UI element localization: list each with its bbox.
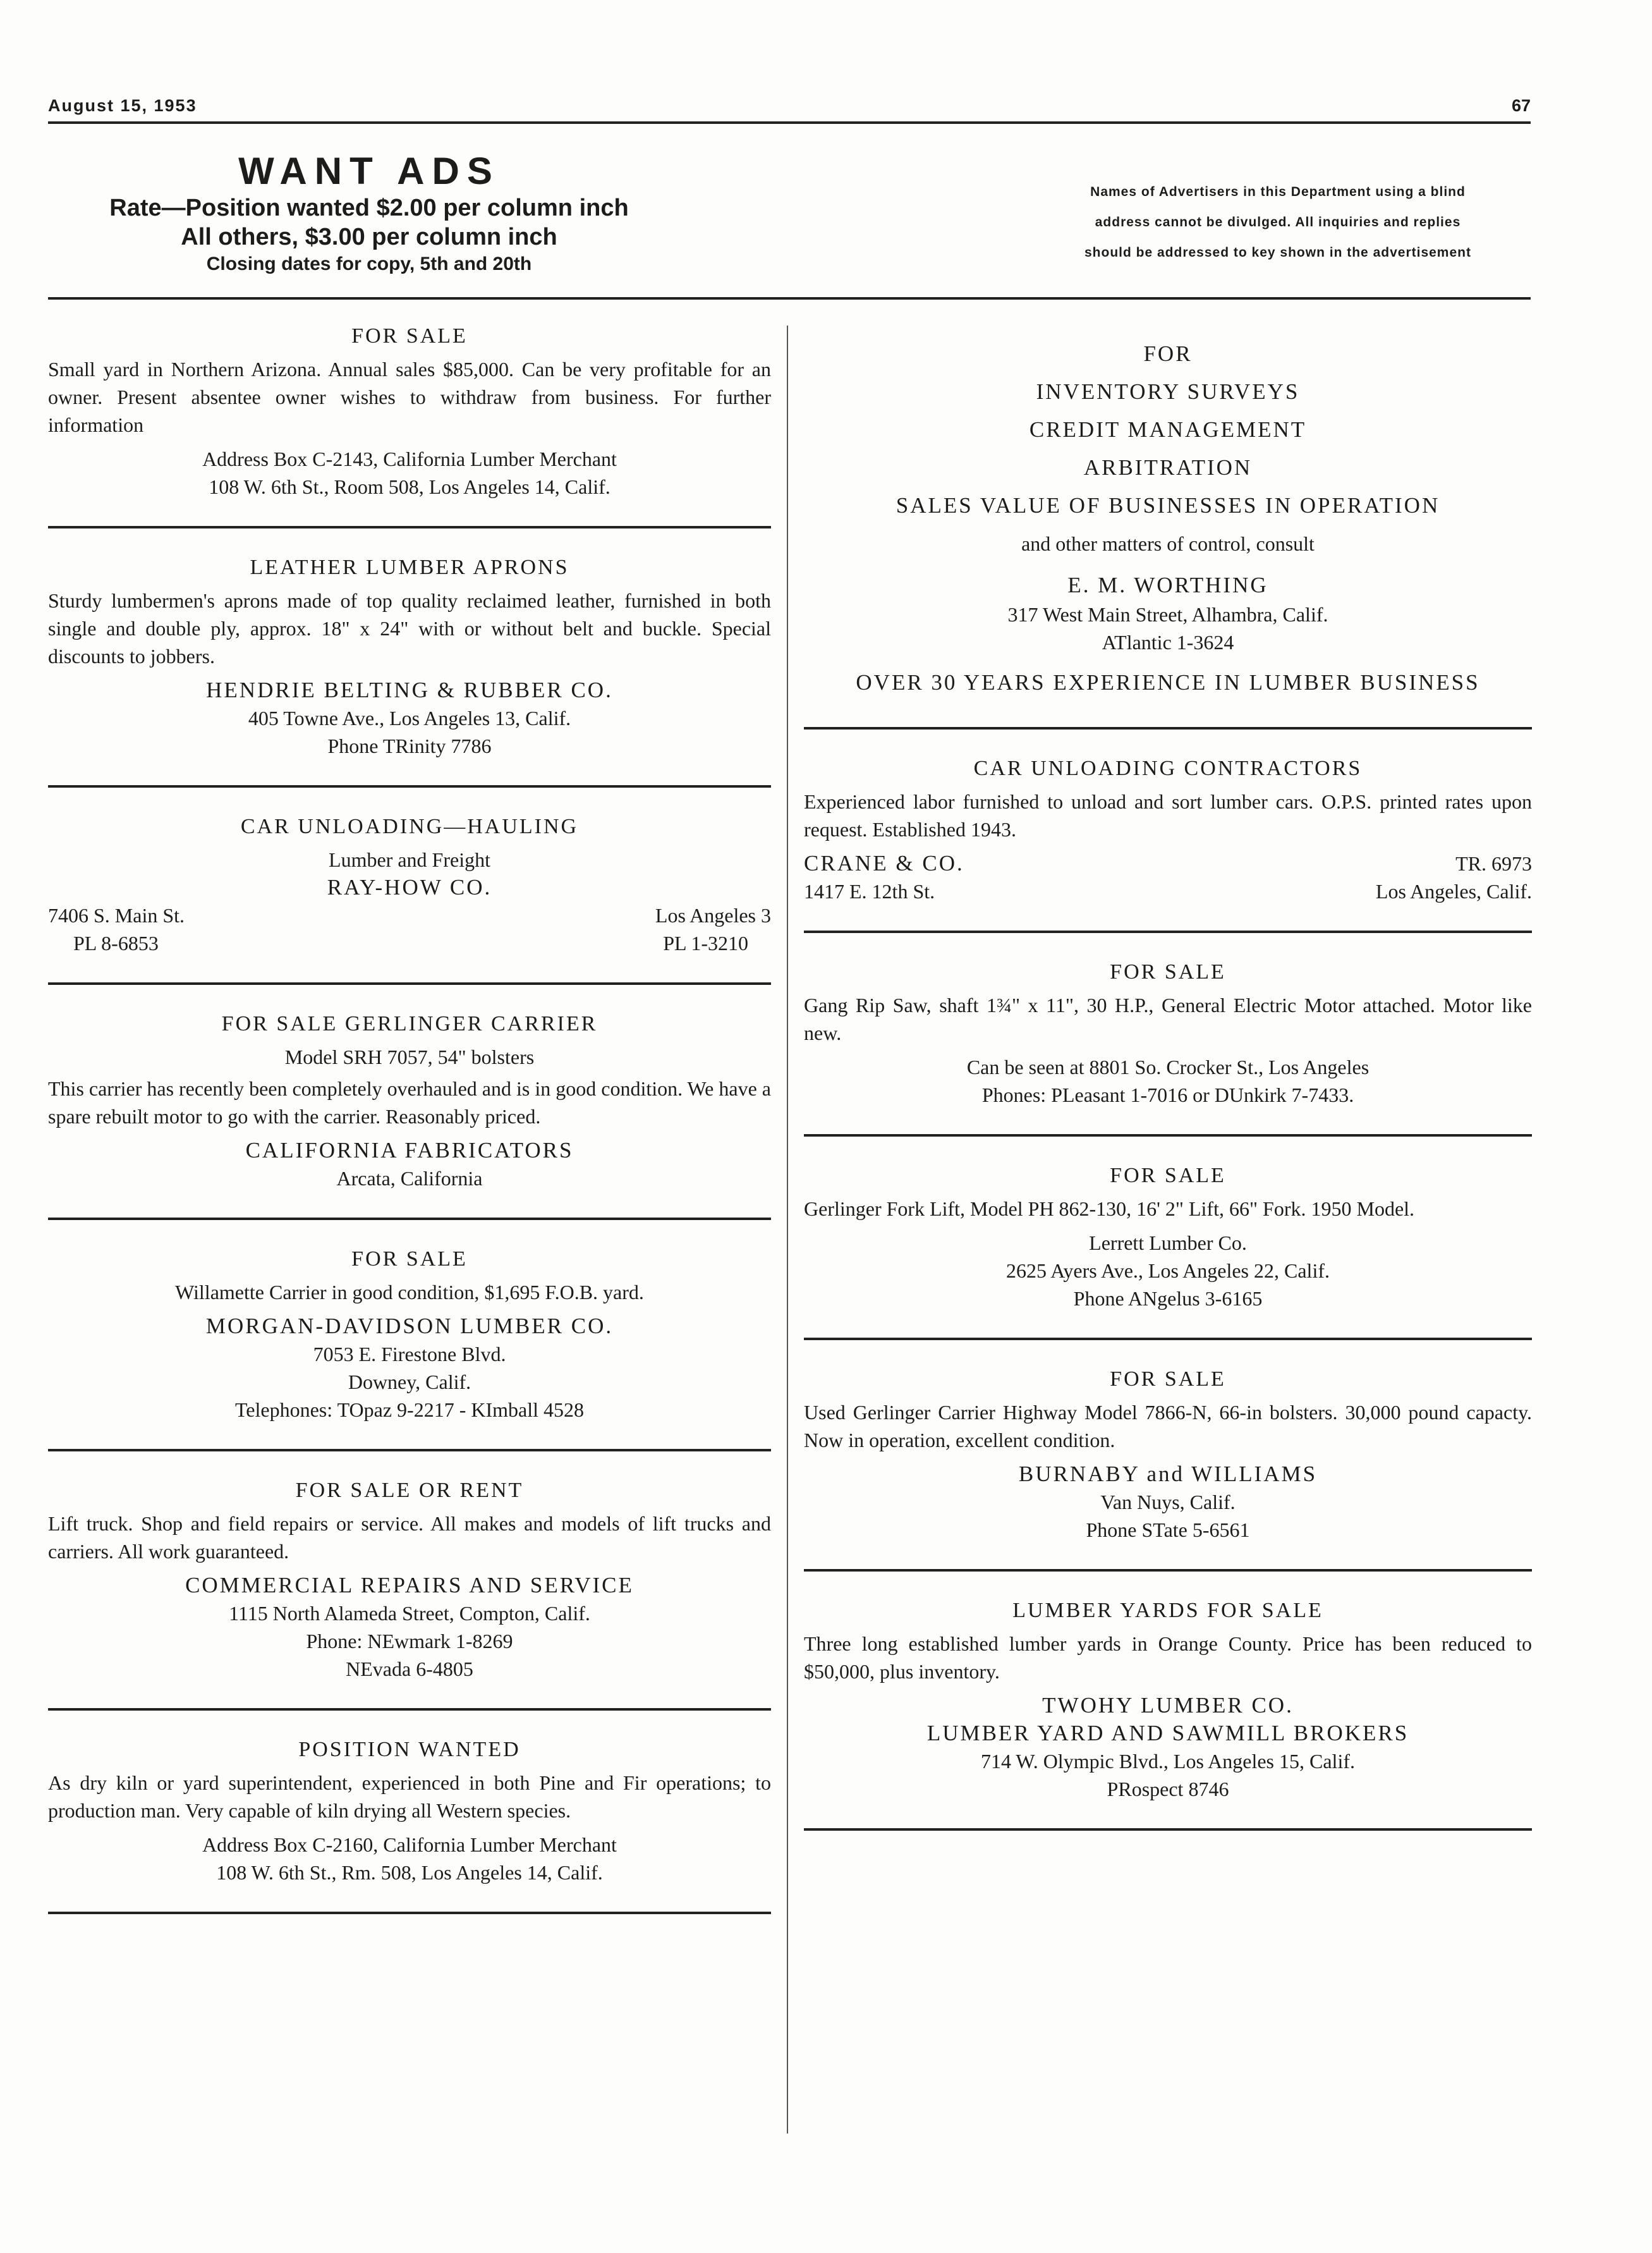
ad-address: Downey, Calif. bbox=[348, 1371, 471, 1393]
ad-subheading: Lumber and Freight bbox=[329, 848, 490, 871]
ad-heading: FOR SALE bbox=[1110, 1164, 1226, 1187]
left-column bbox=[48, 322, 771, 1939]
ad-service: CREDIT MANAGEMENT bbox=[1029, 417, 1307, 442]
ad-address: Van Nuys, Calif. bbox=[1100, 1491, 1236, 1513]
ad-service: INVENTORY SURVEYS bbox=[1036, 379, 1300, 404]
ad-rule bbox=[804, 727, 1532, 730]
ad-rule bbox=[48, 982, 771, 985]
ad-rule bbox=[48, 526, 771, 528]
ad-body: As dry kiln or yard superintendent, experienced in both Pine and Fir operations; to production man. Very capable of kiln drying all Western species. bbox=[48, 1771, 771, 1822]
ad-phone: NEvada 6-4805 bbox=[346, 1658, 473, 1680]
ad-address: 1417 E. 12th St. bbox=[804, 880, 935, 903]
ad-contact-row bbox=[804, 850, 1532, 877]
ad-fork-lift bbox=[804, 1162, 1532, 1312]
ad-subheading: Model SRH 7057, 54" bolsters bbox=[284, 1046, 535, 1068]
ad-address: Can be seen at 8801 So. Crocker St., Los Angeles bbox=[966, 1056, 1370, 1078]
ad-phone: TR. 6973 bbox=[1455, 852, 1532, 875]
ad-heading: FOR SALE bbox=[1110, 960, 1226, 984]
ad-firm: BURNABY and WILLIAMS bbox=[1018, 1462, 1318, 1486]
ad-heading: CAR UNLOADING CONTRACTORS bbox=[973, 757, 1363, 780]
column-divider bbox=[787, 326, 788, 2134]
rate-block bbox=[48, 149, 690, 277]
ad-body: Willamette Carrier in good condition, $1,695 F.O.B. yard. bbox=[175, 1281, 644, 1304]
ad-worthing-services bbox=[804, 335, 1532, 702]
ad-address: 317 West Main Street, Alhambra, Calif. bbox=[1007, 603, 1328, 626]
blind-address-notice bbox=[1025, 177, 1531, 268]
rate-others: All others, $3.00 per column inch bbox=[181, 224, 557, 250]
ad-service: ARBITRATION bbox=[1083, 455, 1253, 480]
ad-phone: Phone STate 5-6561 bbox=[1086, 1518, 1250, 1541]
ad-address: 7406 S. Main St. bbox=[48, 904, 185, 927]
ad-firm: Lerrett Lumber Co. bbox=[1089, 1231, 1247, 1254]
page-number: 67 bbox=[1511, 96, 1531, 115]
running-header bbox=[48, 94, 1531, 124]
rate-position: Rate—Position wanted $2.00 per column inch bbox=[109, 195, 629, 221]
ad-heading: FOR SALE bbox=[351, 324, 468, 348]
ad-phone: Phone TRinity 7786 bbox=[327, 735, 492, 757]
ad-heading: FOR SALE bbox=[351, 1247, 468, 1271]
ad-address: 108 W. 6th St., Room 508, Los Angeles 14, Calif. bbox=[209, 475, 610, 498]
ad-phone: PRospect 8746 bbox=[1107, 1778, 1229, 1800]
ad-body: Used Gerlinger Carrier Highway Model 7866-N, 66-in bolsters. 30,000 pound capacty. Now in operation, excellent condition. bbox=[804, 1401, 1532, 1451]
notice-line: address cannot be divulged. All inquiries and replies bbox=[1095, 215, 1461, 229]
ad-rule bbox=[804, 1569, 1532, 1572]
ad-address: 2625 Ayers Ave., Los Angeles 22, Calif. bbox=[1006, 1259, 1330, 1282]
ad-heading: LUMBER YARDS FOR SALE bbox=[1012, 1599, 1323, 1622]
ad-firm: MORGAN-DAVIDSON LUMBER CO. bbox=[205, 1314, 614, 1338]
ad-address: 1115 North Alameda Street, Compton, Calif. bbox=[229, 1602, 590, 1625]
ad-gang-rip-saw bbox=[804, 958, 1532, 1109]
ad-tagline: OVER 30 YEARS EXPERIENCE IN LUMBER BUSINESS bbox=[856, 670, 1480, 695]
ad-rule bbox=[804, 931, 1532, 933]
ad-position-wanted bbox=[48, 1736, 771, 1886]
ad-body: Gerlinger Fork Lift, Model PH 862-130, 16' 2" Lift, 66" Fork. 1950 Model. bbox=[804, 1197, 1415, 1220]
ad-city: Los Angeles, Calif. bbox=[1375, 880, 1532, 903]
ad-rule bbox=[804, 1828, 1532, 1831]
ad-heading: FOR bbox=[1143, 341, 1193, 366]
ad-address: 7053 E. Firestone Blvd. bbox=[313, 1343, 506, 1365]
ad-body: This carrier has recently been completely overhauled and is in good condition. We have a spare rebuilt motor to go with the carrier. Reasonably priced. bbox=[48, 1077, 771, 1128]
ad-body: Experienced labor furnished to unload and sort lumber cars. O.P.S. printed rates upon request. Established 1943. bbox=[804, 790, 1532, 841]
ad-body: Lift truck. Shop and field repairs or service. All makes and models of lift trucks and carriers. All work guaranteed. bbox=[48, 1512, 771, 1563]
ad-phone: PL 8-6853 bbox=[73, 932, 159, 955]
ad-heading: FOR SALE GERLINGER CARRIER bbox=[221, 1012, 598, 1035]
ad-heading: LEATHER LUMBER APRONS bbox=[250, 556, 569, 579]
ad-address: Arcata, California bbox=[336, 1167, 483, 1190]
ad-firm: CALIFORNIA FABRICATORS bbox=[245, 1138, 574, 1163]
ad-rule bbox=[48, 1218, 771, 1220]
ad-phone: Telephones: TOpaz 9-2217 - KImball 4528 bbox=[234, 1398, 584, 1421]
ad-firm: E. M. WORTHING bbox=[1067, 573, 1268, 597]
ad-address: 108 W. 6th St., Rm. 508, Los Angeles 14, Calif. bbox=[216, 1861, 603, 1884]
ad-firm: TWOHY LUMBER CO. bbox=[1042, 1693, 1294, 1718]
ad-lumber-yards-for-sale bbox=[804, 1597, 1532, 1803]
ad-service: SALES VALUE OF BUSINESSES IN OPERATION bbox=[896, 493, 1440, 518]
right-column bbox=[804, 322, 1532, 1856]
ad-address: Address Box C-2160, California Lumber Merchant bbox=[202, 1833, 617, 1856]
ad-for-sale-arizona-yard bbox=[48, 322, 771, 501]
ad-rule bbox=[48, 785, 771, 788]
ad-firm: COMMERCIAL REPAIRS AND SERVICE bbox=[185, 1573, 634, 1597]
ad-heading: FOR SALE OR RENT bbox=[295, 1479, 524, 1502]
ad-firm: CRANE & CO. bbox=[804, 851, 964, 876]
ad-phone: PL 1-3210 bbox=[663, 932, 748, 955]
ad-body: Gang Rip Saw, shaft 1¾" x 11", 30 H.P., General Electric Motor attached. Motor like new. bbox=[804, 994, 1532, 1044]
ad-phone: ATlantic 1-3624 bbox=[1102, 631, 1234, 654]
want-ads-masthead bbox=[48, 149, 1531, 301]
ad-address: 405 Towne Ave., Los Angeles 13, Calif. bbox=[248, 707, 571, 730]
ad-contact-row bbox=[48, 901, 771, 929]
ad-phone: Phone: NEwmark 1-8269 bbox=[306, 1630, 513, 1652]
ad-gerlinger-carrier bbox=[48, 1010, 771, 1192]
ad-address: 714 W. Olympic Blvd., Los Angeles 15, Calif. bbox=[981, 1750, 1355, 1773]
ad-body: Small yard in Northern Arizona. Annual sales $85,000. Can be very profitable for an owner. Present absentee owner wishes to withdraw from business. For further information bbox=[48, 358, 771, 436]
ad-car-unloading-hauling bbox=[48, 813, 771, 957]
section-title: WANT ADS bbox=[238, 150, 500, 192]
ad-leather-aprons bbox=[48, 554, 771, 760]
closing-dates: Closing dates for copy, 5th and 20th bbox=[206, 253, 532, 274]
notice-line: Names of Advertisers in this Department using a blind bbox=[1090, 185, 1466, 199]
ad-used-gerlinger-carrier bbox=[804, 1365, 1532, 1544]
issue-date: August 15, 1953 bbox=[48, 96, 197, 115]
ad-rule bbox=[804, 1134, 1532, 1137]
notice-line: should be addressed to key shown in the advertisement bbox=[1084, 245, 1471, 260]
ad-lift-truck bbox=[48, 1477, 771, 1683]
ad-crane-car-unloading bbox=[804, 755, 1532, 905]
ad-subheading: and other matters of control, consult bbox=[1021, 532, 1315, 555]
ad-rule bbox=[48, 1708, 771, 1711]
ad-rule bbox=[48, 1449, 771, 1451]
ad-body: Three long established lumber yards in Orange County. Price has been reduced to $50,000, plus inventory. bbox=[804, 1632, 1532, 1683]
ad-firm-tagline: LUMBER YARD AND SAWMILL BROKERS bbox=[926, 1721, 1409, 1745]
ad-contact-row bbox=[48, 929, 771, 957]
ad-city: Los Angeles 3 bbox=[655, 904, 771, 927]
ad-body: Sturdy lumbermen's aprons made of top quality reclaimed leather, furnished in both single and double ply, approx. 18" x 24" with or without belt and buckle. Special discounts to jobbers. bbox=[48, 589, 771, 668]
ad-firm: HENDRIE BELTING & RUBBER CO. bbox=[206, 678, 613, 702]
masthead-rule bbox=[48, 297, 1531, 300]
ad-contact-row bbox=[804, 877, 1532, 905]
ad-firm: RAY-HOW CO. bbox=[327, 875, 492, 900]
ad-rule bbox=[804, 1338, 1532, 1340]
ad-heading: CAR UNLOADING—HAULING bbox=[240, 815, 579, 838]
ad-phone: Phones: PLeasant 1-7016 or DUnkirk 7-7433. bbox=[981, 1084, 1354, 1106]
ad-willamette-carrier bbox=[48, 1245, 771, 1424]
ad-phone: Phone ANgelus 3-6165 bbox=[1073, 1287, 1263, 1310]
ad-rule bbox=[48, 1912, 771, 1914]
ad-heading: POSITION WANTED bbox=[298, 1738, 521, 1761]
ad-address: Address Box C-2143, California Lumber Merchant bbox=[202, 448, 617, 470]
ad-heading: FOR SALE bbox=[1110, 1367, 1226, 1391]
